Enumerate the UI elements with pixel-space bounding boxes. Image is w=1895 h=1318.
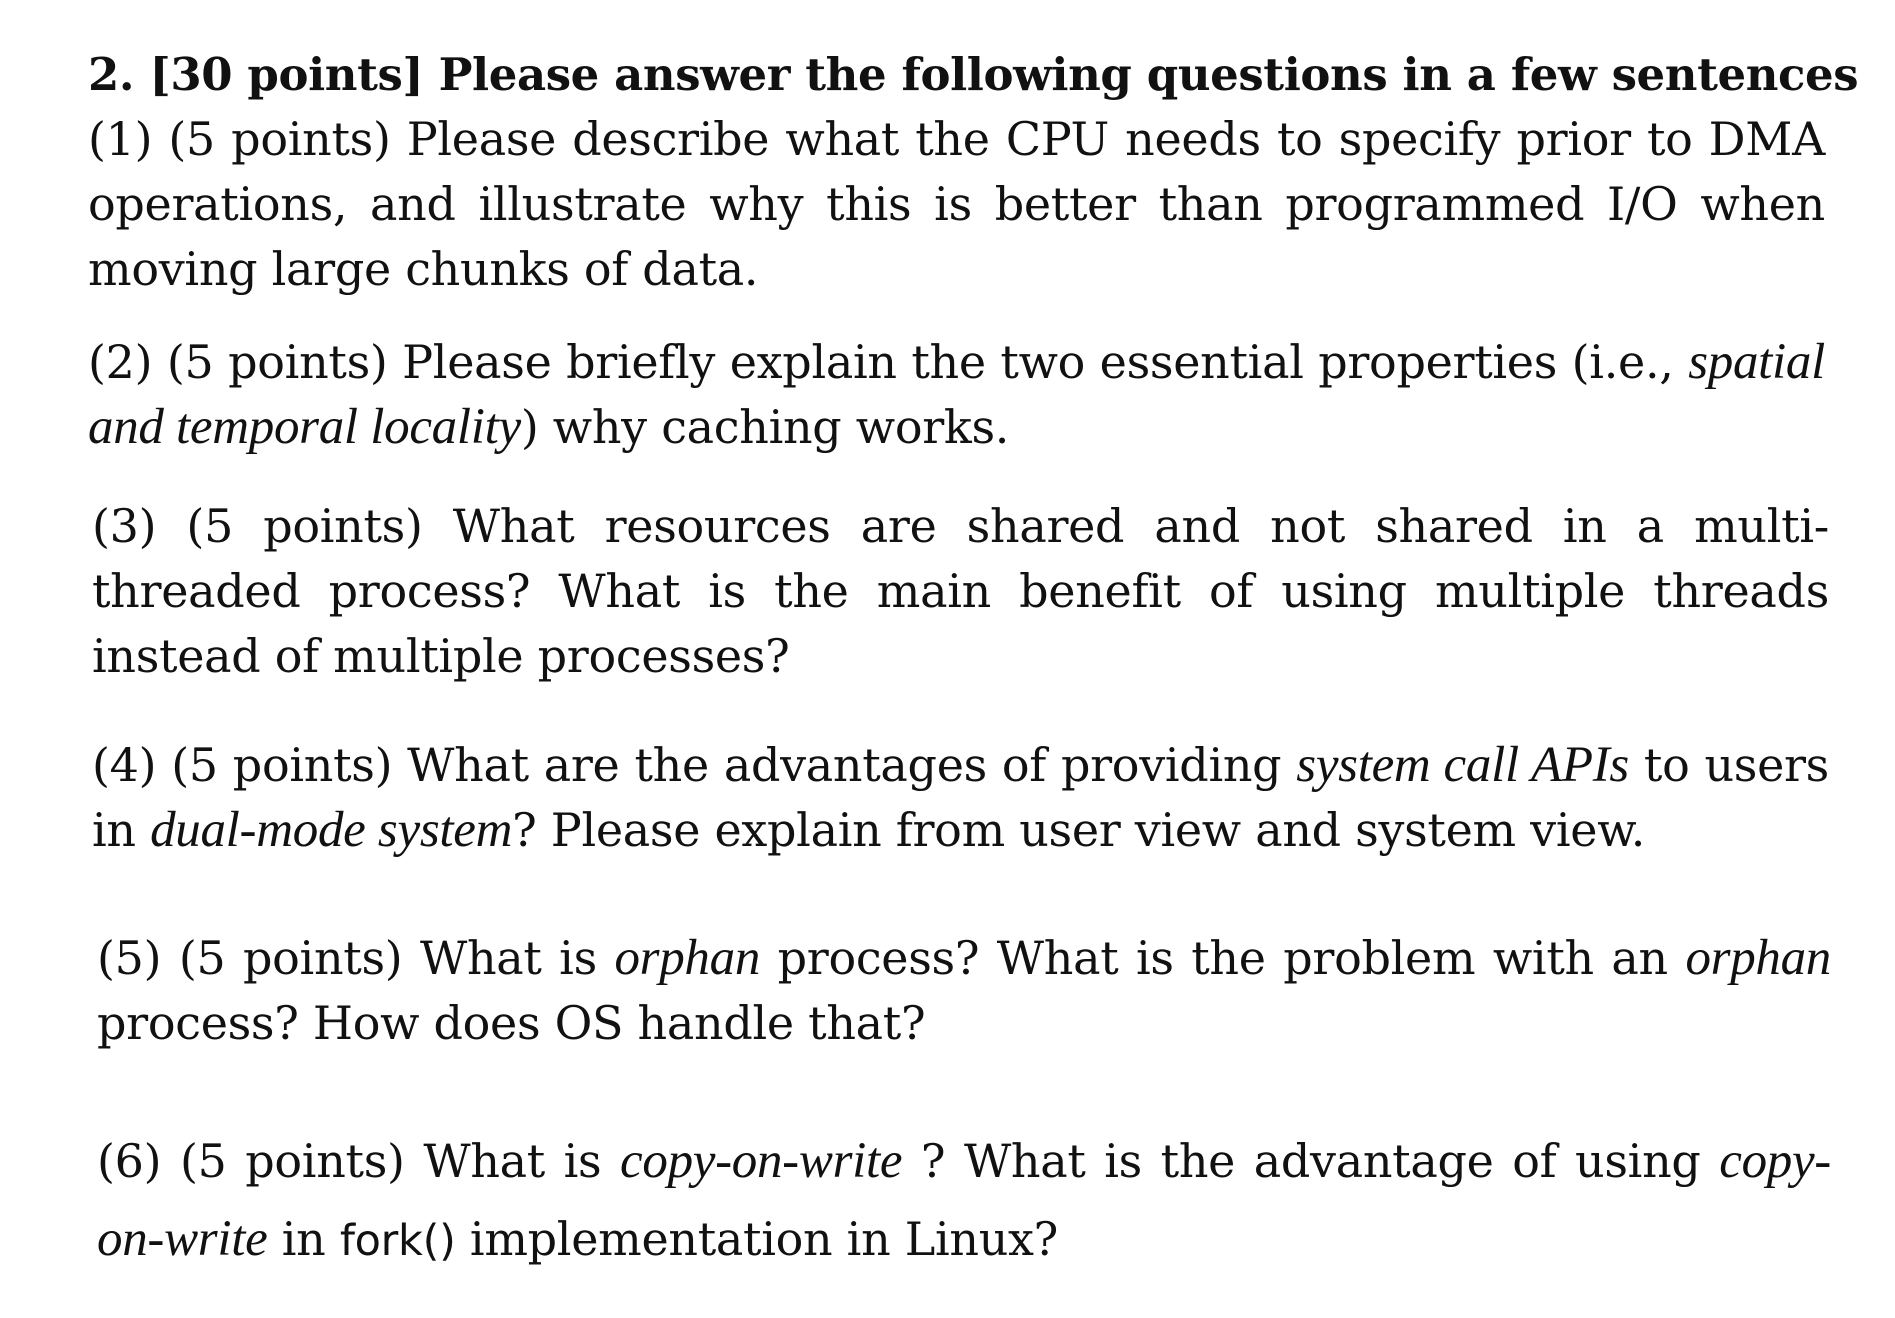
- question-6-italic-term-1: copy-on-write: [620, 1133, 903, 1189]
- question-6-code-fork: fork(): [339, 1216, 456, 1266]
- question-6-text-in: in: [267, 1212, 340, 1266]
- question-1: [88, 107, 1825, 302]
- question-1-text: (1) (5 points) Please describe what the CPU needs to specify prior to DMA operations, and illustrate why this is better than programmed I/O when moving large chunks of data.: [88, 112, 1825, 296]
- question-4-text-before: (4) (5 points) What are the advantages of providing: [92, 738, 1297, 792]
- question-4-text-middle: to users in: [92, 738, 1829, 857]
- question-6-text-before: (6) (5 points) What is: [97, 1134, 621, 1188]
- question-4-text-after: ? Please explain from user view and system view.: [512, 803, 1646, 857]
- question-6-text-after: implementation in Linux?: [455, 1212, 1059, 1266]
- question-5: [97, 926, 1831, 1056]
- question-4: [92, 733, 1829, 863]
- question-5-text-before: (5) (5 points) What is: [97, 931, 615, 985]
- question-6-text-middle: ? What is the advantage of using: [902, 1134, 1720, 1188]
- question-4-italic-term-1: system call APIs: [1296, 737, 1629, 793]
- question-3: [92, 494, 1829, 689]
- question-6: [97, 1122, 1831, 1280]
- question-5-text-middle: process? What is the problem with an: [760, 931, 1686, 985]
- question-5-italic-term-1: orphan: [614, 930, 761, 986]
- question-5-italic-term-2: orphan: [1685, 930, 1832, 986]
- question-2-italic-term: spatial and temporal locality: [88, 334, 1825, 455]
- question-5-text-after: process? How does OS handle that?: [97, 996, 926, 1050]
- question-2-text-after: ) why caching works.: [520, 400, 1010, 454]
- section-heading: 2. [30 points] Please answer the following questions in a few sentences: [88, 48, 1859, 101]
- question-6-italic-term-2: copy-on-write: [97, 1133, 1831, 1267]
- question-4-italic-term-2: dual-mode system: [150, 802, 513, 858]
- question-2-text-before: (2) (5 points) Please briefly explain the two essential properties (i.e.,: [88, 335, 1689, 389]
- question-2: [88, 330, 1825, 460]
- question-3-text: (3) (5 points) What resources are shared and not shared in a multi-threaded process? What is the main benefit of using multiple threads instead of multiple processes?: [92, 499, 1829, 683]
